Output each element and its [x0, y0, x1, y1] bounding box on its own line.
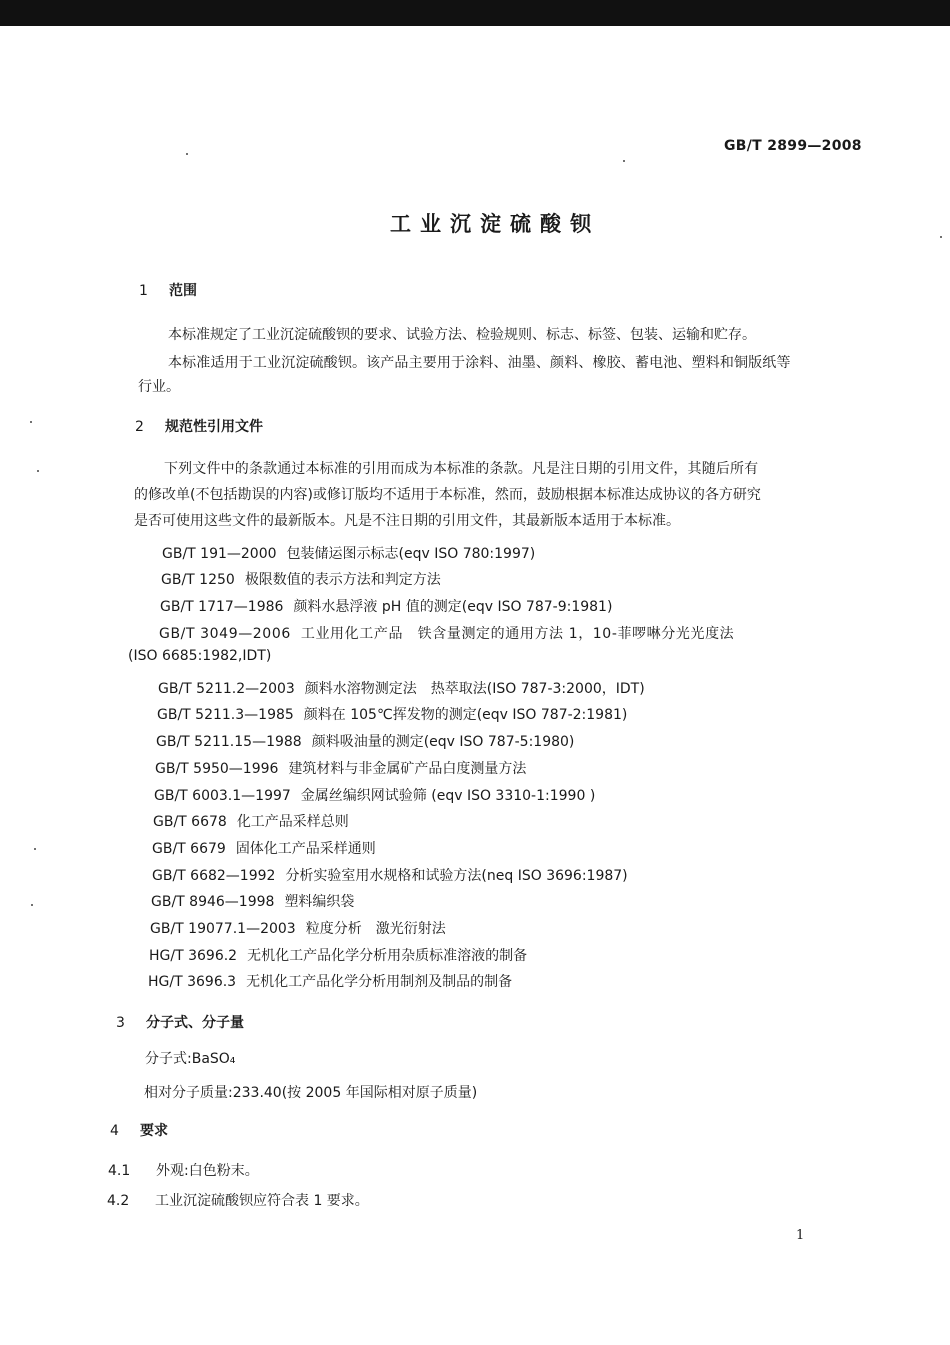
requirement-number: 4.2	[107, 1193, 130, 1209]
reference-title: 无机化工产品化学分析用杂质标准溶液的制备	[247, 948, 528, 964]
reference-title: 金属丝编织网试验筛 (eqv ISO 3310-1:1990 )	[300, 788, 596, 804]
reference-title: 极限数值的表示方法和判定方法	[244, 572, 441, 588]
reference-item	[158, 678, 645, 698]
scan-speck	[186, 153, 188, 155]
reference-code: GB/T 8946—1998	[151, 894, 275, 910]
reference-title: 固体化工产品采样通则	[235, 841, 376, 857]
reference-code: GB/T 5211.15—1988	[156, 734, 302, 750]
reference-title: 颜料吸油量的测定(eqv ISO 787-5:1980)	[311, 734, 575, 750]
standard-code: GB/T 2899—2008	[724, 138, 862, 154]
section-4-heading	[110, 1120, 168, 1140]
scan-speck	[30, 421, 32, 423]
section-2-number: 2	[135, 419, 144, 435]
scan-speck	[31, 904, 33, 906]
scope-paragraph-2: 本标准适用于工业沉淀硫酸钡。该产品主要用于涂料、油墨、颜料、橡胶、蓄电池、塑料和铜版纸等	[168, 355, 791, 371]
reference-item	[151, 891, 354, 911]
reference-title: 分析实验室用水规格和试验方法(neq ISO 3696:1987)	[285, 868, 628, 884]
reference-code: GB/T 6003.1—1997	[154, 788, 291, 804]
reference-code: GB/T 191—2000	[162, 546, 277, 562]
section-1-title: 范围	[169, 283, 197, 299]
reference-item	[152, 865, 628, 885]
reference-title: 颜料水悬浮液 pH 值的测定(eqv ISO 787-9:1981)	[293, 599, 613, 615]
reference-title: 无机化工产品化学分析用制剂及制品的制备	[246, 974, 513, 990]
reference-item	[160, 596, 612, 616]
reference-item	[162, 543, 535, 563]
scan-speck	[623, 160, 625, 162]
section-1-number: 1	[139, 283, 148, 299]
section-2-title: 规范性引用文件	[165, 419, 263, 435]
reference-title: 颜料水溶物测定法 热萃取法(ISO 787-3:2000，IDT)	[304, 681, 645, 697]
scan-speck	[34, 848, 36, 850]
reference-title: 包装储运图示标志(eqv ISO 780:1997)	[286, 546, 536, 562]
scope-paragraph-1: 本标准规定了工业沉淀硫酸钡的要求、试验方法、检验规则、标志、标签、包装、运输和贮存。	[168, 327, 756, 343]
requirement-item	[108, 1160, 259, 1180]
section-4-number: 4	[110, 1123, 119, 1139]
scan-speck	[940, 236, 942, 238]
requirement-item	[107, 1190, 369, 1210]
requirement-text: 工业沉淀硫酸钡应符合表 1 要求。	[155, 1193, 369, 1209]
reference-code: GB/T 1717—1986	[160, 599, 284, 615]
section-3-heading	[116, 1012, 244, 1032]
refs-intro-line-3: 是否可使用这些文件的最新版本。凡是不注日期的引用文件，其最新版本适用于本标准。	[134, 513, 680, 529]
reference-code: GB/T 5211.2—2003	[158, 681, 295, 697]
reference-title: 建筑材料与非金属矿产品白度测量方法	[288, 761, 527, 777]
refs-intro-line-1: 下列文件中的条款通过本标准的引用而成为本标准的条款。凡是注日期的引用文件，其随后所有	[164, 461, 759, 477]
reference-code: GB/T 6679	[152, 841, 226, 857]
requirement-text: 外观:白色粉末。	[156, 1163, 259, 1179]
reference-code: GB/T 1250	[161, 572, 235, 588]
molecular-formula: 分子式:BaSO₄	[145, 1051, 236, 1067]
reference-item	[155, 758, 526, 778]
reference-code: GB/T 6678	[153, 814, 227, 830]
scope-paragraph-2-cont: 行业。	[138, 379, 180, 395]
section-4-title: 要求	[140, 1123, 168, 1139]
reference-title: (ISO 6685:1982,IDT)	[128, 648, 272, 664]
reference-item	[157, 704, 627, 724]
section-3-title: 分子式、分子量	[146, 1015, 244, 1031]
refs-intro-line-2: 的修改单(不包括勘误的内容)或修订版均不适用于本标准，然而，鼓励根据本标准达成协议的各方研究	[134, 487, 761, 503]
reference-code: HG/T 3696.2	[149, 948, 238, 964]
page-title: 工业沉淀硫酸钡	[390, 212, 600, 236]
scan-top-border	[0, 0, 950, 26]
reference-item	[159, 623, 734, 643]
reference-item	[150, 918, 446, 938]
reference-item-cont	[128, 648, 271, 664]
reference-code: GB/T 3049—2006	[159, 626, 291, 642]
requirement-number: 4.1	[108, 1163, 131, 1179]
reference-item	[148, 971, 512, 991]
reference-item	[154, 785, 595, 805]
reference-title: 塑料编织袋	[284, 894, 355, 910]
section-1-heading	[139, 280, 197, 300]
section-2-heading	[135, 416, 263, 436]
reference-item	[156, 731, 574, 751]
reference-code: GB/T 6682—1992	[152, 868, 276, 884]
reference-item	[161, 569, 441, 589]
scan-speck	[37, 470, 39, 472]
reference-title: 化工产品采样总则	[236, 814, 349, 830]
section-3-number: 3	[116, 1015, 125, 1031]
reference-code: GB/T 5211.3—1985	[157, 707, 294, 723]
page-number: 1	[796, 1228, 805, 1243]
reference-title: 工业用化工产品 铁含量测定的通用方法 1，10-菲啰啉分光光度法	[300, 626, 735, 642]
reference-item	[152, 838, 376, 858]
reference-title: 颜料在 105℃挥发物的测定(eqv ISO 787-2:1981)	[303, 707, 628, 723]
reference-item	[153, 811, 349, 831]
reference-item	[149, 945, 527, 965]
reference-code: HG/T 3696.3	[148, 974, 237, 990]
reference-code: GB/T 19077.1—2003	[150, 921, 296, 937]
reference-code: GB/T 5950—1996	[155, 761, 279, 777]
molecular-mass: 相对分子质量:233.40(按 2005 年国际相对原子质量)	[144, 1085, 478, 1101]
reference-title: 粒度分析 激光衍射法	[305, 921, 446, 937]
